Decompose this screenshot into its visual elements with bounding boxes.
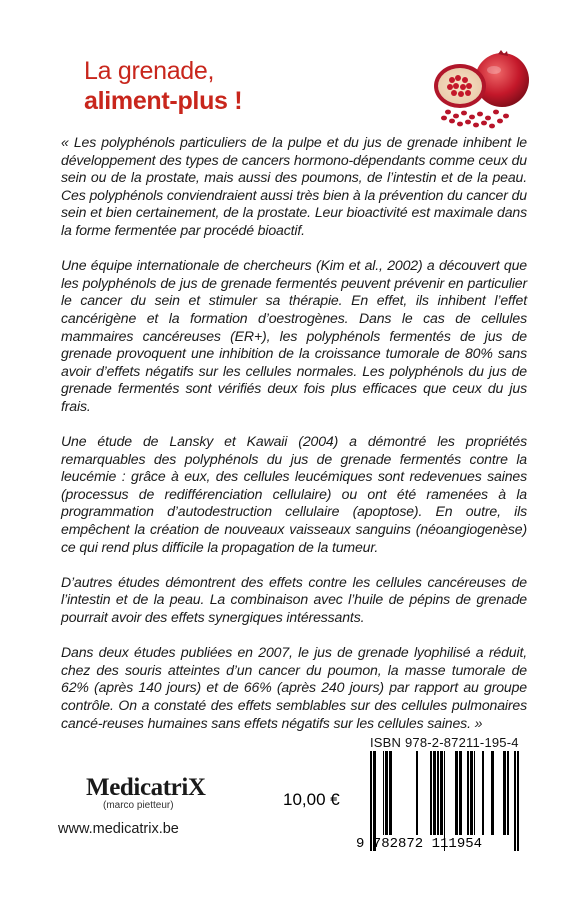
publisher-subtitle: (marco pietteur)	[103, 800, 174, 811]
isbn-label: ISBN 978-2-87211-195-4	[370, 735, 519, 750]
price-label: 10,00 €	[283, 790, 340, 809]
paragraph: Une étude de Lansky et Kawaii (2004) a démontré les propriétés remarquables des polyphénols du jus de grenade fermentés contre la leucémie : grâce à eux, des cellules leucémiques sont redevenues saines (processus de redifférenciation cellulaire) ou ont été ramenées à la programmation d’autodestruction cellulaire (apoptose). En outre, ils empêchent la création de nouveaux vaisseaux sanguins (néoangiogenèse) ce qui rend plus difficile la propagation de la tumeur.	[61, 433, 527, 555]
pomegranate-image	[418, 50, 536, 132]
logo-text: Medicatri	[86, 774, 188, 801]
publisher-website: www.medicatrix.be	[58, 821, 179, 837]
back-cover-text	[61, 134, 527, 750]
title-line-2: aliment-plus !	[84, 87, 243, 115]
paragraph: « Les polyphénols particuliers de la pulpe et du jus de grenade inhibent le développement des types de cancers hormono-dépendants comme ceux du sein ou de la prostate, mais aussi des poumons, de l’intestin et de la peau. Ces polyphénols conviendraient aussi très bien à la prévention du cancer du sein et bien certainement, de la prostate. Leur bioactivité est maximale dans la forme fermentée par procédé bioactif.	[61, 134, 527, 238]
publisher-logo	[86, 774, 206, 802]
paragraph: Une équipe internationale de chercheurs (Kim et al., 2002) a découvert que les polyphénols de jus de grenade fermentés peuvent prévenir en particulier le cancer du sein et stimuler sa thérapie. En effet, ils inhibent l’effet cancérigène et la formation d’oestrogènes. Dans le cas de cellules mammaires cancéreuses (ER+), les polyphénols fermentés de jus de grenade provoquent une inhibition de la croissance tumorale de 80% sans avoir d’effets négatifs sur les cellules normales. Les polyphénols du jus de grenade fermentés sont vérifiés deux fois plus efficaces que ceux du jus frais.	[61, 257, 527, 414]
title-line-1: La grenade,	[84, 57, 215, 85]
barcode-digits: 9 782872 111954	[356, 836, 483, 852]
paragraph: D’autres études démontrent des effets contre les cellules cancéreuses de l’intestin et de la peau. La combinaison avec l’huile de pépins de grenade pourrait avoir des effets synergiques intéressants.	[61, 573, 527, 626]
book-title	[84, 56, 242, 116]
logo-x: X	[187, 774, 206, 801]
paragraph: Dans deux études publiées en 2007, le jus de grenade lyophilisé a réduit, chez des souris atteintes d’un cancer du poumon, la masse tumorale de 62% (après 140 jours) et de 66% (après 240 jours) par rapport au groupe contrôle. On a constaté des effets semblables sur des cellules pulmonaires cancé-reuses humaines sans effets négatifs sur les cellules saines. »	[61, 644, 527, 731]
